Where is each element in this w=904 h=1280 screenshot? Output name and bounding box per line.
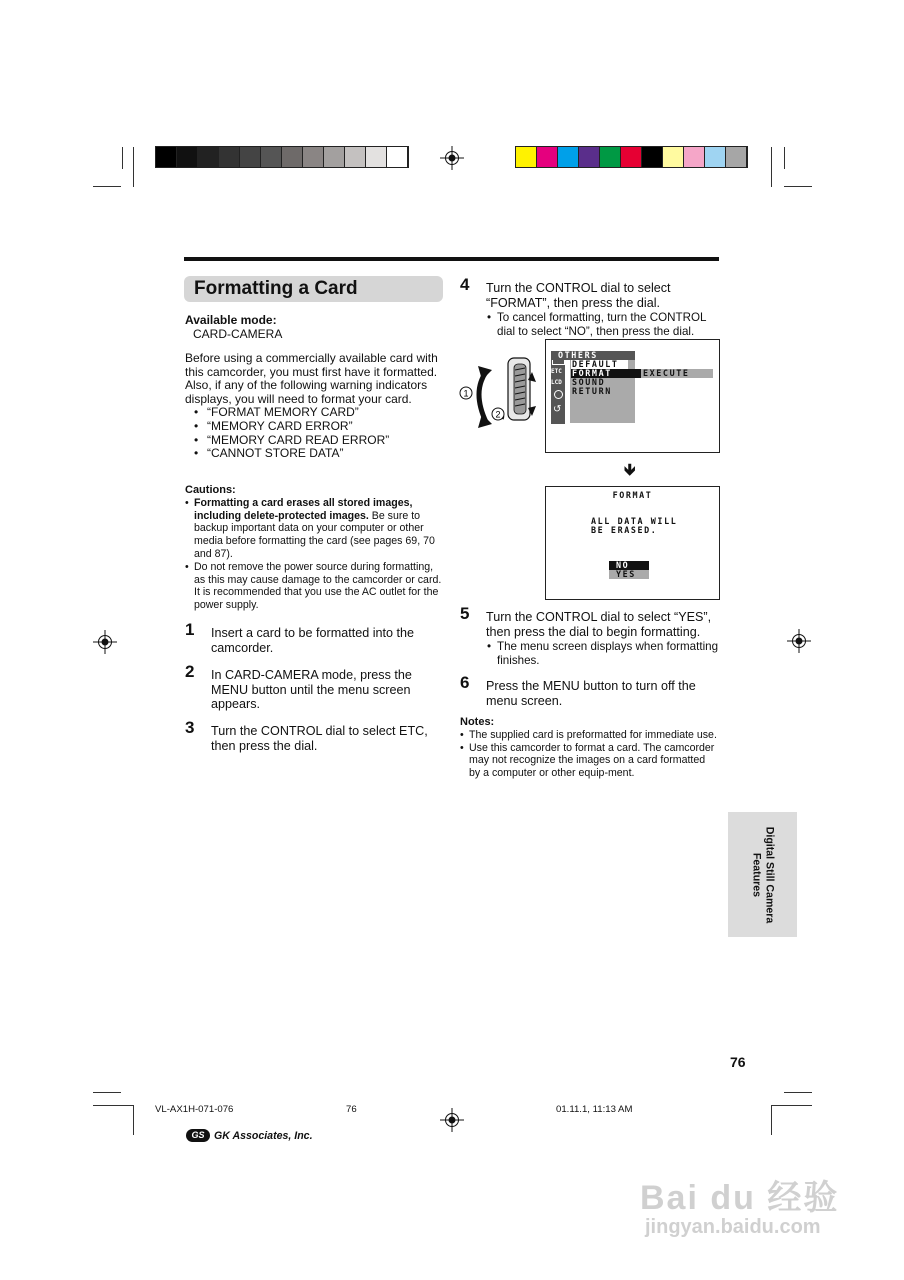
format-screen [545, 486, 720, 600]
color-swatch [219, 147, 240, 167]
callout-label: 2 [495, 409, 501, 420]
menu-item: DEFAULT [571, 360, 628, 369]
color-swatch [600, 147, 621, 167]
step-text: Insert a card to be formatted into the camcorder. [211, 626, 415, 655]
list-item: • “FORMAT MEMORY CARD” [185, 406, 443, 420]
color-swatch [621, 147, 642, 167]
step-number: 4 [460, 275, 470, 294]
list-item: • “CANNOT STORE DATA” [185, 447, 443, 461]
color-swatch-strip [515, 146, 748, 168]
cautions-label: Cautions: [185, 484, 236, 496]
step-text: In CARD-CAMERA mode, press the MENU button until the menu screen appears. [211, 668, 412, 711]
registration-mark-icon [440, 1108, 464, 1132]
step-number: 3 [185, 718, 195, 737]
color-swatch [726, 147, 747, 167]
notes-label: Notes: [460, 716, 495, 728]
menu-list [571, 360, 642, 396]
step-number: 1 [185, 620, 195, 639]
available-mode [185, 314, 443, 341]
registration-mark-icon [93, 630, 117, 654]
cautions [185, 484, 443, 612]
side-tab-line: Features [750, 852, 763, 897]
footer-file: VL-AX1H-071-076 [155, 1104, 234, 1115]
sound-icon [554, 390, 563, 399]
lcd-icon: LCD [551, 379, 562, 386]
color-swatch [282, 147, 303, 167]
menu-screen [545, 339, 720, 453]
menu-icon-column [551, 352, 565, 424]
color-swatch [642, 147, 663, 167]
callout-label: 1 [463, 388, 469, 399]
list-item: • “MEMORY CARD ERROR” [185, 420, 443, 434]
step-text [486, 281, 721, 338]
color-swatch [324, 147, 345, 167]
etc-icon: ETC [551, 368, 562, 375]
footer-company: GK Associates, Inc. [214, 1130, 313, 1142]
menu-item: SOUND [572, 377, 606, 387]
color-swatch [345, 147, 366, 167]
registration-mark-icon [440, 146, 464, 170]
warning-list [185, 406, 443, 460]
return-icon: ↺ [553, 404, 562, 415]
footer-page: 76 [346, 1104, 357, 1115]
side-tab-label [750, 826, 775, 923]
menu-item-selected: FORMAT [571, 369, 642, 378]
watermark-brand: Bai du 经验 [640, 1179, 840, 1217]
menu-item: RETURN [572, 386, 612, 396]
step-subnote: • The menu screen displays when formatting finishes. [486, 640, 721, 667]
step-text [486, 610, 721, 667]
step-number: 5 [460, 604, 470, 623]
registration-mark-icon [787, 629, 811, 653]
gray-swatch-strip [155, 146, 409, 168]
color-swatch [177, 147, 198, 167]
menu-action: EXECUTE [641, 369, 713, 378]
available-mode-label: Available mode: [185, 313, 277, 327]
down-arrow-icon: 🡻 [624, 462, 636, 479]
gk-logo: GS [186, 1129, 210, 1142]
step-text: Press the MENU button to turn off the menu screen. [486, 679, 696, 708]
heading-rule [184, 257, 719, 261]
message-line: BE ERASED. [591, 525, 658, 535]
footer-datetime: 01.11.1, 11:13 AM [556, 1104, 633, 1115]
page-number: 76 [730, 1054, 746, 1070]
list-item: • Use this camcorder to format a card. The camcorder may not recognize the images on a card formatted by a computer or other equip-ment. [460, 742, 719, 780]
option-yes: YES [609, 570, 649, 579]
color-swatch [261, 147, 282, 167]
chapter-side-tab [728, 812, 797, 937]
watermark-url: jingyan.baidu.com [645, 1216, 821, 1238]
option-no: NO [609, 561, 649, 570]
color-swatch [366, 147, 387, 167]
control-dial-illustration [458, 352, 540, 432]
message-line: ALL DATA WILL [591, 516, 678, 526]
color-swatch [705, 147, 726, 167]
menu-header: OTHERS [551, 351, 635, 360]
step-text: Turn the CONTROL dial to select ETC, then press the dial. [211, 724, 428, 753]
color-swatch [303, 147, 324, 167]
format-screen-title: FORMAT [612, 490, 653, 500]
list-item: • The supplied card is preformatted for immediate use. [460, 729, 719, 742]
side-tab-line: Digital Still Camera [763, 826, 775, 923]
color-swatch [240, 147, 261, 167]
format-message [591, 517, 677, 535]
caution-bold-text: Formatting a card erases all stored images, including delete-protected images. [194, 496, 413, 522]
caution-text: Be sure to backup important data on your computer or other media before formatting the card (see pages 69, 70 and 87). [194, 509, 435, 560]
color-swatch [579, 147, 600, 167]
format-options [609, 561, 649, 579]
page-title: Formatting a Card [194, 278, 358, 299]
color-swatch [684, 147, 705, 167]
step-main-text: Turn the CONTROL dial to select “YES”, then press the dial to begin formatting. [486, 610, 712, 639]
list-item: • Do not remove the power source during formatting, as this may cause damage to the camcorder or card. It is recommended that you use the AC outlet for the power supply. [185, 561, 443, 612]
step-number: 2 [185, 662, 195, 681]
step-main-text: Turn the CONTROL dial to select “FORMAT”, then press the dial. [486, 281, 671, 310]
color-swatch [558, 147, 579, 167]
notes [460, 716, 719, 780]
color-swatch [156, 147, 177, 167]
color-swatch [387, 147, 408, 167]
available-mode-value: CARD-CAMERA [193, 326, 283, 341]
color-swatch [663, 147, 684, 167]
color-swatch [516, 147, 537, 167]
color-swatch [198, 147, 219, 167]
cautions-list [185, 497, 443, 612]
rotate-arrow-icon [478, 366, 492, 428]
color-swatch [537, 147, 558, 167]
notes-list [460, 729, 719, 780]
section-title-box [184, 276, 443, 302]
list-item [185, 497, 443, 561]
intro-paragraph: Before using a commercially available card with this camcorder, you must first have it formatted. Also, if any of the following warning indicators displays, you will need to format your card. [185, 351, 438, 406]
list-item: • “MEMORY CARD READ ERROR” [185, 434, 443, 448]
step-subnote: • To cancel formatting, turn the CONTROL dial to select “NO”, then press the dial. [486, 311, 721, 338]
intro [185, 352, 443, 461]
dial-icon [508, 358, 530, 420]
step-number: 6 [460, 673, 470, 692]
